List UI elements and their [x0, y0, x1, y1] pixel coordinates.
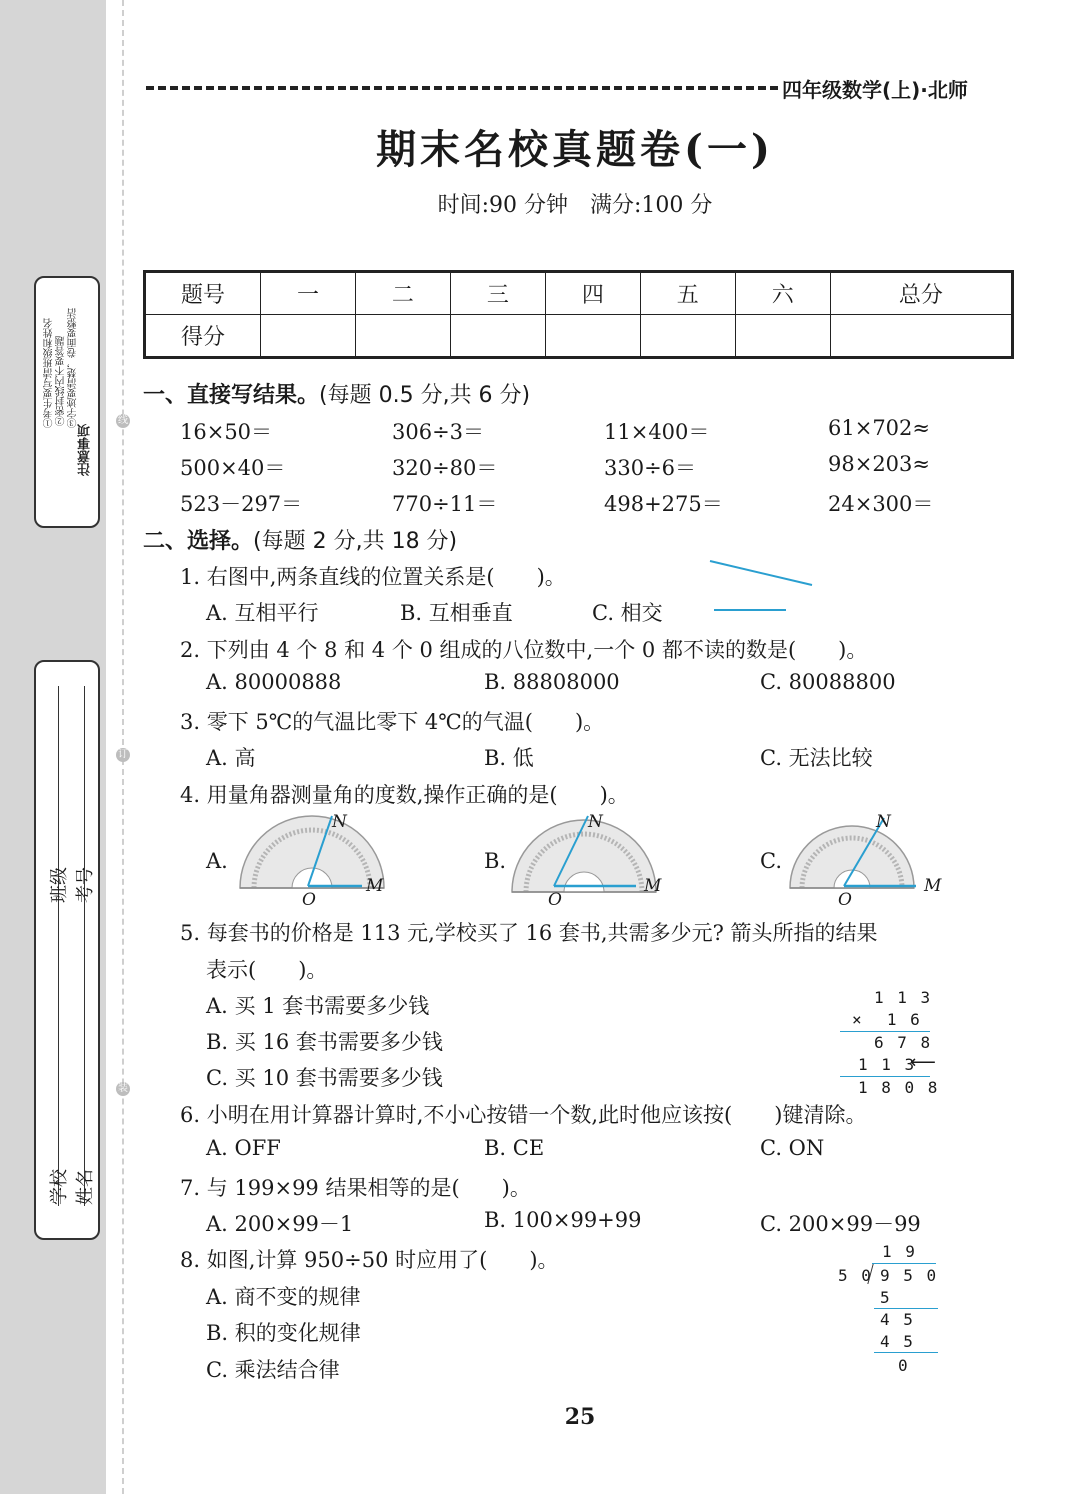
- q4-option-c: C.: [760, 849, 782, 873]
- protractor-c-label-n: N: [876, 812, 891, 832]
- protractor-b-label-n: N: [588, 812, 603, 832]
- q4-option-a: A.: [206, 849, 228, 873]
- protractor-figure-b: [510, 812, 670, 908]
- exam-info: 时间:90 分钟 满分:100 分: [437, 193, 713, 218]
- notice-line-1: ①考生要写清班级和姓名: [44, 318, 55, 428]
- div-divisor: 5 0: [838, 1266, 873, 1285]
- mult-line: 6 7 8: [874, 1033, 933, 1052]
- q3-option-c: C. 无法比较: [760, 746, 873, 770]
- info-box: [34, 660, 100, 1240]
- protractor-b-label-o: O: [548, 890, 562, 910]
- div-step: 4 5: [880, 1310, 915, 1329]
- calc-item: 98×203≈: [828, 452, 930, 476]
- score-table-score-row: [145, 315, 1013, 358]
- score-cell[interactable]: [450, 315, 545, 358]
- q8-stem: 8. 如图,计算 950÷50 时应用了( )。: [180, 1248, 559, 1272]
- seal-dot-mid: 订: [118, 749, 128, 760]
- q7-option-b: B. 100×99+99: [484, 1208, 642, 1232]
- q6-stem: 6. 小明在用计算器计算时,不小心按错一个数,此时他应该按( )键清除。: [180, 1103, 867, 1127]
- header-dash-line: [146, 86, 778, 90]
- protractor-a-label-o: O: [302, 890, 316, 910]
- score-cell[interactable]: [830, 315, 1012, 358]
- q8-option-a: A. 商不变的规律: [206, 1285, 361, 1309]
- score-header-cell: 四: [545, 272, 640, 315]
- score-header-cell: 二: [355, 272, 450, 315]
- long-division-figure: [834, 1240, 944, 1380]
- calc-item: 330÷6＝: [604, 456, 697, 480]
- multiplication-figure: [836, 986, 946, 1098]
- mult-line: 1 1 3: [874, 988, 933, 1007]
- q2-stem: 2. 下列由 4 个 8 和 4 个 0 组成的八位数中,一个 0 都不读的数是( )。: [180, 638, 868, 662]
- section2-heading: 二、选择。: [143, 529, 254, 554]
- q1-option-b: B. 互相垂直: [400, 601, 513, 625]
- q2-option-b: B. 88808000: [484, 670, 620, 694]
- q1-option-c: C. 相交: [592, 601, 663, 625]
- section1-heading: 一、直接写结果。: [143, 383, 320, 408]
- q8-option-c: C. 乘法结合律: [206, 1358, 340, 1382]
- protractor-a-label-m: M: [366, 876, 384, 896]
- score-header-cell: 一: [261, 272, 356, 315]
- q7-option-a: A. 200×99－1: [206, 1212, 354, 1236]
- q8-option-b: B. 积的变化规律: [206, 1321, 361, 1345]
- page-title: 期末名校真题卷(一): [376, 126, 774, 173]
- q6-option-b: B. CE: [484, 1136, 545, 1160]
- notice-line-2: ②密封线内不要答题: [56, 336, 67, 426]
- score-header-cell: 总分: [830, 272, 1012, 315]
- div-remainder: 0: [898, 1356, 910, 1375]
- school-field-label: 学校: [49, 1169, 70, 1205]
- q7-stem: 7. 与 199×99 结果相等的是( )。: [180, 1176, 531, 1200]
- seal-dot-top: 线: [118, 415, 128, 426]
- calc-item: 500×40＝: [180, 456, 286, 480]
- score-header-cell: 六: [735, 272, 830, 315]
- score-table: [143, 270, 1014, 359]
- q2-option-a: A. 80000888: [206, 670, 342, 694]
- mult-line: 1 1 3: [858, 1055, 917, 1074]
- exam-number-field-label: 考号: [75, 867, 96, 903]
- div-step: 4 5: [880, 1332, 915, 1351]
- notice-box: [34, 276, 100, 528]
- q4-stem: 4. 用量角器测量角的度数,操作正确的是( )。: [180, 783, 629, 807]
- page-number: 25: [564, 1404, 596, 1430]
- q2-option-c: C. 80088800: [760, 670, 896, 694]
- score-cell[interactable]: [640, 315, 735, 358]
- calc-item: 16×50＝: [180, 420, 273, 444]
- calc-item: 770÷11＝: [392, 492, 498, 516]
- class-field-label: 班级: [49, 867, 70, 903]
- protractor-figure-c: [788, 812, 948, 908]
- mult-line: × 1 6: [852, 1010, 922, 1029]
- calc-item: 498+275＝: [604, 492, 723, 516]
- protractor-c-label-o: O: [838, 890, 852, 910]
- score-header-cell: 题号: [145, 272, 261, 315]
- score-cell[interactable]: [735, 315, 830, 358]
- mult-line: 1 8 0 8: [858, 1078, 940, 1097]
- protractor-figure-a: [234, 812, 394, 908]
- div-quotient: 1 9: [882, 1242, 917, 1261]
- score-row-label: 得分: [145, 315, 261, 358]
- protractor-b-label-m: M: [644, 876, 662, 896]
- q3-option-a: A. 高: [206, 746, 256, 770]
- q5-stem-line2: 表示( )。: [206, 958, 328, 982]
- q3-option-b: B. 低: [484, 746, 534, 770]
- q1-lines-figure: [700, 555, 820, 619]
- calc-item: 24×300＝: [828, 492, 934, 516]
- calc-item: 306÷3＝: [392, 420, 485, 444]
- section1-heading-row: [143, 378, 530, 409]
- score-header-cell: 五: [640, 272, 735, 315]
- q5-option-b: B. 买 16 套书需要多少钱: [206, 1030, 443, 1054]
- score-cell[interactable]: [355, 315, 450, 358]
- calc-item: 11×400＝: [604, 420, 710, 444]
- notice-title: 注意事项: [78, 424, 93, 476]
- q3-stem: 3. 零下 5℃的气温比零下 4℃的气温( )。: [180, 710, 605, 734]
- notice-line-3: ③字迹要清楚，卷面要整洁: [68, 308, 79, 428]
- score-cell[interactable]: [545, 315, 640, 358]
- section2-note: (每题 2 分,共 18 分): [253, 529, 458, 554]
- score-cell[interactable]: [261, 315, 356, 358]
- name-field-label: 姓名: [75, 1169, 96, 1205]
- q7-option-c: C. 200×99－99: [760, 1212, 921, 1236]
- q6-option-a: A. OFF: [206, 1136, 281, 1160]
- calc-item: 523－297＝: [180, 492, 303, 516]
- score-header-cell: 三: [450, 272, 545, 315]
- section1-note: (每题 0.5 分,共 6 分): [319, 383, 531, 408]
- q1-stem: 1. 右图中,两条直线的位置关系是( )。: [180, 565, 566, 589]
- q5-stem-line1: 5. 每套书的价格是 113 元,学校买了 16 套书,共需多少元? 箭头所指的结果: [180, 921, 878, 945]
- arrow-icon: ⟵: [910, 1052, 936, 1073]
- calc-item: 61×702≈: [828, 416, 930, 440]
- div-dividend: 9 5 0: [880, 1266, 939, 1285]
- calc-item: 320÷80＝: [392, 456, 498, 480]
- score-table-header-row: [145, 272, 1013, 315]
- seal-line: [122, 0, 124, 1494]
- q4-option-b: B.: [484, 849, 507, 873]
- section2-heading-row: [143, 524, 457, 555]
- q6-option-c: C. ON: [760, 1136, 825, 1160]
- q1-option-a: A. 互相平行: [206, 601, 319, 625]
- protractor-a-label-n: N: [332, 812, 347, 832]
- q5-option-c: C. 买 10 套书需要多少钱: [206, 1066, 443, 1090]
- course-label: 四年级数学(上)·北师: [782, 78, 968, 102]
- protractor-c-label-m: M: [924, 876, 942, 896]
- q5-option-a: A. 买 1 套书需要多少钱: [206, 994, 430, 1018]
- div-step: 5: [880, 1288, 892, 1307]
- seal-dot-bot: 装: [118, 1083, 128, 1094]
